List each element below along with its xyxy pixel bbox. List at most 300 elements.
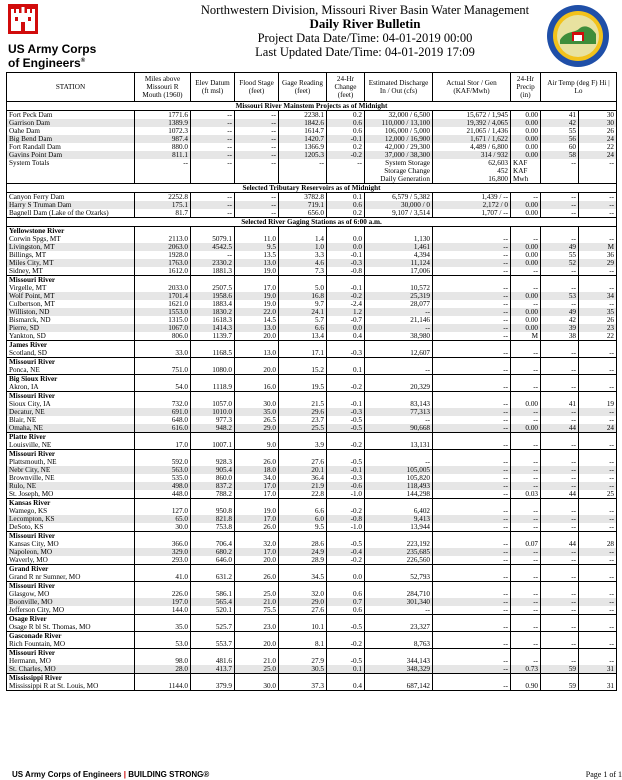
table-cell: 49 (541, 308, 579, 316)
table-cell: 0.1 (327, 665, 365, 674)
table-cell: -- (541, 383, 579, 392)
table-cell (433, 392, 511, 401)
table-cell (235, 674, 279, 683)
table-cell: -- (541, 366, 579, 375)
table-cell: 35.0 (135, 623, 191, 632)
table-cell: 20.0 (235, 332, 279, 341)
river-group-row (7, 358, 617, 367)
table-cell: 25,319 (365, 292, 433, 300)
table-cell: 28.0 (135, 665, 191, 674)
table-cell (365, 649, 433, 658)
table-row (7, 259, 617, 267)
table-cell: -- (433, 682, 511, 691)
table-cell (511, 632, 541, 641)
table-cell (579, 276, 617, 285)
table-cell: -- (541, 548, 579, 556)
table-row (7, 482, 617, 490)
table-cell: -0.3 (327, 408, 365, 416)
table-cell (135, 674, 191, 683)
table-cell: -- (541, 458, 579, 466)
table-cell: 29.0 (235, 424, 279, 433)
table-row (7, 408, 617, 416)
table-cell: 16.8 (279, 292, 327, 300)
table-cell: -- (433, 251, 511, 259)
river-group-row (7, 615, 617, 624)
table-cell: -- (365, 366, 433, 375)
usace-wordmark: US Army Corps of Engineers® (8, 42, 97, 70)
table-cell (135, 565, 191, 574)
table-cell: 11,124 (365, 259, 433, 267)
table-cell: -- (327, 159, 365, 184)
table-cell: 20.0 (235, 366, 279, 375)
table-cell (541, 358, 579, 367)
table-cell (433, 674, 511, 683)
table-cell (579, 565, 617, 574)
table-cell: -- (235, 119, 279, 127)
table-cell: 1842.6 (279, 119, 327, 127)
station-name: Jefferson City, MO (7, 606, 135, 615)
table-cell: -- (191, 159, 235, 184)
table-cell: 9.5 (235, 243, 279, 251)
table-cell (365, 632, 433, 641)
table-cell: 732.0 (135, 400, 191, 408)
table-cell: 19.0 (235, 267, 279, 276)
table-cell: 1883.4 (191, 300, 235, 308)
table-cell: 301,340 (365, 598, 433, 606)
table-cell: 553.7 (191, 640, 235, 649)
table-cell (235, 532, 279, 541)
table-cell: 18.0 (235, 466, 279, 474)
table-cell (365, 358, 433, 367)
table-cell (327, 450, 365, 459)
table-cell: 197.0 (135, 598, 191, 606)
table-cell (279, 649, 327, 658)
river-group-row (7, 227, 617, 236)
table-cell: -- (511, 474, 541, 482)
bulletin-titles (200, 4, 530, 59)
section-heading-row (7, 184, 617, 193)
table-cell: 33.0 (135, 349, 191, 358)
table-cell: 44 (541, 490, 579, 499)
table-cell: -1.0 (327, 490, 365, 499)
table-cell (279, 375, 327, 384)
table-cell: 314 / 932 (433, 151, 511, 159)
table-cell: 7.3 (279, 267, 327, 276)
table-cell: 55 (541, 251, 579, 259)
table-cell: 3.3 (279, 251, 327, 259)
table-cell (279, 358, 327, 367)
table-cell: -- (579, 458, 617, 466)
table-cell: 17.0 (235, 284, 279, 292)
table-cell: 2330.2 (191, 259, 235, 267)
table-cell: -- (579, 235, 617, 243)
table-cell (279, 392, 327, 401)
table-cell: 6.6 (279, 507, 327, 515)
section-heading: Selected River Gaging Stations as of 6:00 a.m. (7, 218, 617, 227)
station-name: Kansas City, MO (7, 540, 135, 548)
table-cell (511, 433, 541, 442)
station-name: Rulo, NE (7, 482, 135, 490)
table-cell: -- (511, 349, 541, 358)
table-cell (433, 532, 511, 541)
station-name: Oahe Dam (7, 127, 135, 135)
col-header: Actual Stor / Gen (KAF/Mwh) (433, 73, 511, 102)
table-cell: -- (433, 292, 511, 300)
station-name: Mississippi R at St. Louis, MO (7, 682, 135, 691)
table-cell (327, 358, 365, 367)
table-cell: 25 (579, 490, 617, 499)
table-cell (235, 276, 279, 285)
table-cell (327, 649, 365, 658)
table-cell (191, 632, 235, 641)
table-cell: -- (579, 466, 617, 474)
system-value: 16,800 (488, 175, 508, 183)
river-name: Gasconade River (7, 632, 135, 641)
table-cell: -- (579, 523, 617, 532)
table-cell: 16.0 (235, 383, 279, 392)
table-cell: 17.0 (235, 490, 279, 499)
system-unit: Mwh (513, 175, 529, 183)
station-name: Gavins Point Dam (7, 151, 135, 159)
table-row (7, 540, 617, 548)
bulletin-title: Daily River Bulletin (309, 16, 421, 31)
table-cell: -- (235, 143, 279, 151)
col-header: Estimated Discharge In / Out (cfs) (365, 73, 433, 102)
table-cell: 34.0 (235, 474, 279, 482)
table-cell: 0.00 (511, 243, 541, 251)
station-name: Fort Peck Dam (7, 111, 135, 120)
station-name: Pierre, SD (7, 324, 135, 332)
table-cell (235, 227, 279, 236)
station-name: Sioux City, IA (7, 400, 135, 408)
table-cell: -- (433, 416, 511, 424)
table-cell: -0.2 (327, 556, 365, 565)
table-cell: 631.2 (191, 573, 235, 582)
table-cell: 0.00 (511, 259, 541, 267)
table-cell: 0.1 (327, 193, 365, 202)
table-cell (433, 433, 511, 442)
table-cell (579, 433, 617, 442)
station-name: Ponca, NE (7, 366, 135, 375)
station-name: St. Charles, MO (7, 665, 135, 674)
table-cell: 17.0 (135, 441, 191, 450)
table-row (7, 416, 617, 424)
table-cell: 53 (541, 292, 579, 300)
table-cell (327, 632, 365, 641)
table-cell: 34.5 (279, 573, 327, 582)
table-cell: -- (579, 441, 617, 450)
table-cell: -- (433, 308, 511, 316)
table-cell (191, 582, 235, 591)
table-cell: 498.0 (135, 482, 191, 490)
table-cell: 1,130 (365, 235, 433, 243)
table-cell: -- (511, 523, 541, 532)
table-cell: -- (433, 316, 511, 324)
table-cell: 26 (579, 127, 617, 135)
table-cell: -- (579, 556, 617, 565)
table-cell: 905.4 (191, 466, 235, 474)
table-cell: 0.6 (327, 127, 365, 135)
table-cell: -- (541, 556, 579, 565)
table-cell (279, 276, 327, 285)
table-cell: -0.3 (327, 474, 365, 482)
table-cell: -0.2 (327, 640, 365, 649)
table-row (7, 590, 617, 598)
table-cell: 42 (541, 316, 579, 324)
table-cell: 0.00 (511, 209, 541, 218)
table-cell (191, 358, 235, 367)
table-cell: 36.4 (279, 474, 327, 482)
table-cell: -- (191, 251, 235, 259)
table-cell (579, 358, 617, 367)
table-cell: 0.00 (511, 201, 541, 209)
table-cell: -- (433, 243, 511, 251)
table-cell (579, 375, 617, 384)
table-cell (327, 276, 365, 285)
table-cell: 719.1 (279, 201, 327, 209)
system-unit: KAF (513, 159, 528, 167)
table-cell: 29.0 (279, 598, 327, 606)
table-cell: -- (579, 573, 617, 582)
table-cell: -- (433, 657, 511, 665)
table-cell (579, 615, 617, 624)
table-cell: -- (541, 515, 579, 523)
table-cell: 0.6 (327, 606, 365, 615)
table-cell (191, 227, 235, 236)
table-cell (433, 632, 511, 641)
table-cell (365, 674, 433, 683)
table-cell: -- (579, 657, 617, 665)
table-cell: 3782.8 (279, 193, 327, 202)
table-cell: -0.5 (327, 540, 365, 548)
table-cell (279, 450, 327, 459)
table-cell (433, 565, 511, 574)
table-cell: -- (541, 606, 579, 615)
table-cell: 586.1 (191, 590, 235, 598)
table-cell: -- (541, 590, 579, 598)
section-heading: Missouri River Mainstem Projects as of Midnight (7, 102, 617, 111)
table-cell: 0.00 (511, 316, 541, 324)
system-values (433, 159, 511, 184)
station-name: Corwin Spgs, MT (7, 235, 135, 243)
table-cell: 0.6 (327, 119, 365, 127)
table-cell (135, 632, 191, 641)
table-cell (191, 532, 235, 541)
river-group-row (7, 674, 617, 683)
table-cell: 1080.0 (191, 366, 235, 375)
table-cell: 1.0 (279, 243, 327, 251)
table-row (7, 458, 617, 466)
table-cell (511, 358, 541, 367)
table-row (7, 151, 617, 159)
table-cell: 22.0 (235, 308, 279, 316)
table-cell: 30.0 (235, 400, 279, 408)
table-cell: 1958.6 (191, 292, 235, 300)
table-cell (365, 615, 433, 624)
table-cell (365, 532, 433, 541)
table-cell: 58 (541, 151, 579, 159)
table-row (7, 682, 617, 691)
table-cell: 29.6 (279, 408, 327, 416)
table-cell (191, 499, 235, 508)
table-cell: 1,439 / -- (433, 193, 511, 202)
table-cell: -- (511, 366, 541, 375)
table-cell: -- (433, 590, 511, 598)
table-row (7, 349, 617, 358)
table-cell: 23,327 (365, 623, 433, 632)
table-cell: -- (191, 201, 235, 209)
table-cell (235, 615, 279, 624)
system-unit: KAF (513, 167, 528, 175)
table-cell: -0.5 (327, 424, 365, 433)
table-cell: 19,392 / 4,065 (433, 119, 511, 127)
table-cell: -0.1 (327, 284, 365, 292)
station-name: Garrison Dam (7, 119, 135, 127)
table-cell: -- (541, 507, 579, 515)
table-cell: 24 (579, 151, 617, 159)
table-row (7, 556, 617, 565)
table-cell: 1763.0 (135, 259, 191, 267)
station-name: Brownville, NE (7, 474, 135, 482)
table-cell: -- (235, 209, 279, 218)
table-cell: 0.00 (511, 119, 541, 127)
table-cell: 54.0 (135, 383, 191, 392)
table-cell: 0.0 (327, 243, 365, 251)
table-cell: 20.0 (235, 556, 279, 565)
river-name: Big Sioux River (7, 375, 135, 384)
table-cell (579, 450, 617, 459)
river-name: Grand River (7, 565, 135, 574)
table-cell: 821.8 (191, 515, 235, 523)
table-cell: 42 (541, 119, 579, 127)
station-name: Miles City, MT (7, 259, 135, 267)
table-cell: -- (511, 590, 541, 598)
table-cell: 0.6 (327, 590, 365, 598)
system-labels (365, 159, 433, 184)
station-name: Scotland, SD (7, 349, 135, 358)
table-cell: 1205.3 (279, 151, 327, 159)
station-name: St. Joseph, MO (7, 490, 135, 499)
table-cell: -- (433, 665, 511, 674)
table-cell: 24 (579, 424, 617, 433)
table-row (7, 235, 617, 243)
table-cell (433, 341, 511, 350)
table-cell: 0.03 (511, 490, 541, 499)
table-cell (279, 532, 327, 541)
table-cell: 1,707 / -- (433, 209, 511, 218)
table-cell: 38 (541, 332, 579, 341)
table-cell: 2033.0 (135, 284, 191, 292)
table-cell: M (579, 243, 617, 251)
station-name: Culbertson, MT (7, 300, 135, 308)
table-cell (327, 565, 365, 574)
table-cell (135, 276, 191, 285)
table-cell (191, 565, 235, 574)
table-cell: 32.0 (235, 540, 279, 548)
table-cell (511, 227, 541, 236)
table-cell: -2.4 (327, 300, 365, 308)
table-cell: -- (511, 598, 541, 606)
table-cell: 1701.4 (135, 292, 191, 300)
table-cell: -- (541, 441, 579, 450)
table-cell: -- (365, 606, 433, 615)
station-name: Bismarck, ND (7, 316, 135, 324)
table-cell: 59 (541, 682, 579, 691)
table-row (7, 424, 617, 433)
table-cell (433, 227, 511, 236)
col-header: Miles above Missouri R Mouth (1960) (135, 73, 191, 102)
table-cell: 0.2 (327, 111, 365, 120)
table-cell (511, 375, 541, 384)
river-name: James River (7, 341, 135, 350)
table-cell: 28 (579, 540, 617, 548)
table-cell: 41.0 (135, 573, 191, 582)
table-cell: -- (511, 466, 541, 474)
table-cell: -- (433, 349, 511, 358)
table-cell (327, 227, 365, 236)
table-cell: -- (579, 349, 617, 358)
table-row (7, 657, 617, 665)
table-cell: 1,461 (365, 243, 433, 251)
table-cell: 13.0 (235, 349, 279, 358)
table-cell: 81.7 (135, 209, 191, 218)
table-row (7, 665, 617, 674)
table-cell: 12,000 / 16,900 (365, 135, 433, 143)
river-group-row (7, 499, 617, 508)
table-cell: 21.5 (279, 400, 327, 408)
table-cell: 4542.5 (191, 243, 235, 251)
table-cell: 23.7 (279, 416, 327, 424)
station-name: Rich Fountain, MO (7, 640, 135, 649)
river-group-row (7, 565, 617, 574)
table-cell: 36 (579, 251, 617, 259)
table-cell: 30 (579, 111, 617, 120)
table-cell: 616.0 (135, 424, 191, 433)
table-cell (433, 276, 511, 285)
table-cell (327, 674, 365, 683)
table-cell: 379.9 (191, 682, 235, 691)
table-row (7, 507, 617, 515)
table-cell (235, 358, 279, 367)
table-cell: 19.5 (279, 383, 327, 392)
table-cell: 17.0 (235, 482, 279, 490)
station-name: Nebr City, NE (7, 466, 135, 474)
table-cell: 6,579 / 5,382 (365, 193, 433, 202)
table-cell: 21.0 (235, 598, 279, 606)
table-cell (365, 433, 433, 442)
table-cell: 26.0 (235, 523, 279, 532)
system-label: System Storage (385, 159, 430, 167)
section-heading-row (7, 102, 617, 111)
table-cell (279, 674, 327, 683)
table-cell: -- (433, 235, 511, 243)
table-cell: -- (541, 159, 579, 184)
table-cell (135, 582, 191, 591)
table-cell: 1144.0 (135, 682, 191, 691)
table-cell (541, 392, 579, 401)
table-cell: 98.0 (135, 657, 191, 665)
station-name: Lecompton, KS (7, 515, 135, 523)
table-cell: 30 (579, 119, 617, 127)
table-cell: 17.1 (279, 349, 327, 358)
table-cell: 0.0 (327, 235, 365, 243)
station-name: Glasgow, MO (7, 590, 135, 598)
bulletin-footer (12, 770, 622, 779)
table-row (7, 135, 617, 143)
table-cell: -- (235, 159, 279, 184)
station-name: Harry S Truman Dam (7, 201, 135, 209)
table-cell: -- (433, 515, 511, 523)
